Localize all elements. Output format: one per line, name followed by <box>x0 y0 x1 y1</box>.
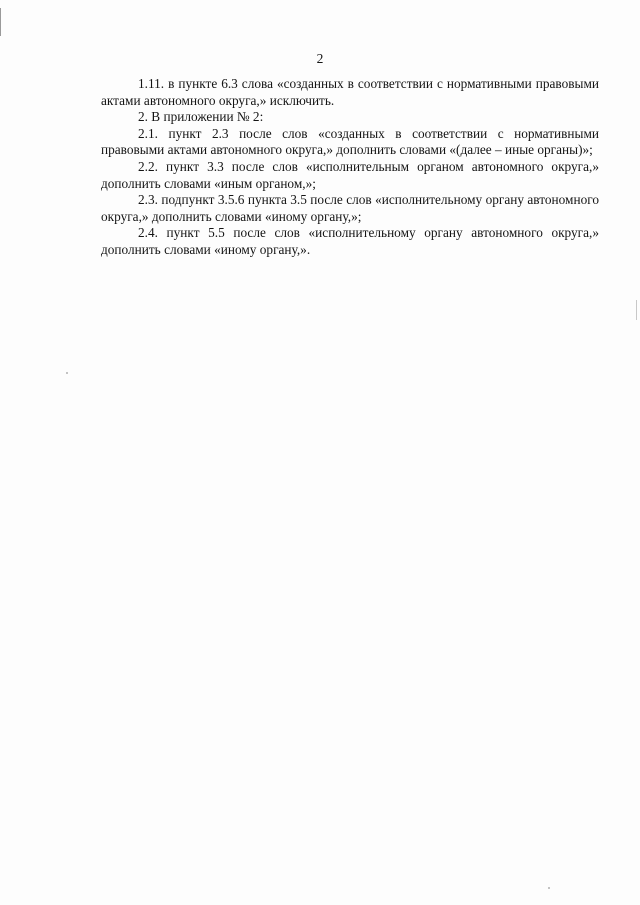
paragraph-2-2: 2.2. пункт 3.3 после слов «исполнительным органом автономного округа,» дополнить словами «иным органом,»; <box>101 158 599 191</box>
paragraph-2-1: 2.1. пункт 2.3 после слов «созданных в соответствии с нормативными правовыми актами автономного округа,» дополнить словами «(далее – иные органы)»; <box>101 125 599 158</box>
paragraph-2-4: 2.4. пункт 5.5 после слов «исполнительному органу автономного округа,» дополнить словами «иному органу,». <box>101 225 599 257</box>
scan-edge-mark <box>636 300 637 320</box>
paragraph-2-3: 2.3. подпункт 3.5.6 пункта 3.5 после слов «исполнительному органу автономного округа,» дополнить словами «иному органу,»; <box>101 192 599 224</box>
scan-edge-mark <box>0 8 1 36</box>
paragraph-1-11: 1.11. в пункте 6.3 слова «созданных в соответствии с нормативными правовыми актами автономного округа,» исключить. <box>101 76 599 108</box>
document-body <box>101 76 599 259</box>
paragraph-2-heading: 2. В приложении № 2: <box>138 109 264 125</box>
scan-speck <box>66 372 68 374</box>
scan-speck <box>548 887 550 889</box>
page-number: 2 <box>316 51 324 66</box>
